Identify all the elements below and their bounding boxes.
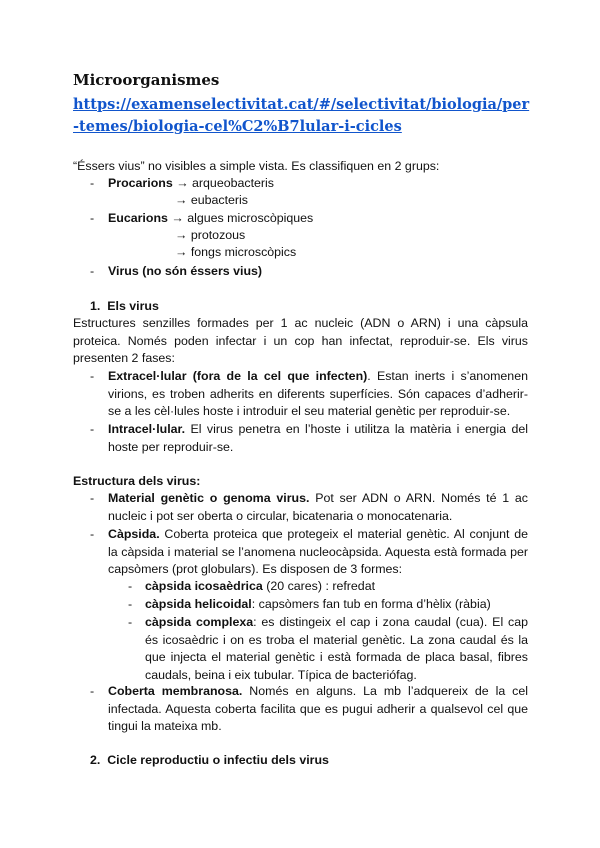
bullet-dash: - <box>90 422 95 436</box>
bullet-dash: - <box>128 615 133 629</box>
group-item: → protozous <box>175 228 246 242</box>
item-text: Pot ser ADN o ARN. Només té 1 ac nucleic i pot ser oberta o circular, bicatenaria o monocatenaria. <box>108 491 529 523</box>
group-procarions <box>108 175 274 192</box>
section-title: Els virus <box>107 299 159 313</box>
section-number: 1. <box>90 299 101 313</box>
phase-extracellular <box>108 368 528 421</box>
structure-capsid <box>108 526 528 579</box>
section-2-heading <box>90 752 329 769</box>
source-link[interactable]: https://examenselectivitat.cat/#/selectivitat/biologia/per-temes/biologia-cel%C2%B7lular-i-cicles <box>73 96 530 135</box>
group-name: Procarions <box>108 176 173 190</box>
structure-genome <box>108 490 528 525</box>
phase-text: El virus penetra en l’hoste i utilitza la matèria i energia del hoste per reproduir-se. <box>108 422 528 454</box>
phase-label: Intracel·lular. <box>108 422 186 436</box>
sub-text: : es distingeix el cap i zona caudal (cua). El cap és icosaèdric i on es troba el material genètic. La zona caudal és la que injecta el material genètic i està formada de placa basal, fibres caudals, beina i eix tubular. Típica de bacteriófag. <box>145 615 528 682</box>
sub-text: (20 cares) : refredat <box>262 579 376 593</box>
bullet-dash: - <box>90 211 95 225</box>
bullet-dash: - <box>90 527 95 541</box>
phase-intracellular <box>108 421 528 456</box>
capsid-complex <box>145 614 528 684</box>
bullet-dash: - <box>90 176 95 190</box>
capsid-icosahedral <box>145 578 375 595</box>
structure-membrane <box>108 683 528 736</box>
section-1-heading <box>90 298 159 315</box>
phase-text: . Estan inerts i s’anomenen virions, es troben adherits en diferents superfícies. Són capaces d’adherir-se a les cèl·lules hoste i introduir el seu material genètic per reproduir-se. <box>108 369 528 418</box>
group-eucarions <box>108 210 313 227</box>
item-text: Coberta proteica que protegeix el material genètic. Al conjunt de la càpsida i material se l’anomena nucleocàpsida. Aquesta està formada per capsòmers (prot globulars). Es disposen de 3 formes: <box>108 527 528 576</box>
section-title: Cicle reproductiu o infectiu dels virus <box>107 753 329 767</box>
item-label: Càpsida. <box>108 527 160 541</box>
bullet-dash: - <box>90 491 95 505</box>
section-number: 2. <box>90 753 101 767</box>
bullet-dash: - <box>128 597 133 611</box>
group-virus: Virus (no són éssers vius) <box>108 264 263 278</box>
section-1-text: Estructures senzilles formades per 1 ac nucleic (ADN o ARN) i una càpsula proteica. Només poden infectar i un cop han infectat, reproduir-se. Els virus presenten 2 fases: <box>73 316 528 365</box>
group-item: → arqueobacteris <box>176 176 274 190</box>
capsid-helical <box>145 596 491 613</box>
item-label: Coberta membranosa. <box>108 684 243 698</box>
intro-text: “Éssers vius” no visibles a simple vista. Es classifiquen en 2 grups: <box>73 159 440 173</box>
group-name: Eucarions <box>108 211 168 225</box>
sub-text: : capsòmers fan tub en forma d’hèlix (ràbia) <box>251 597 491 611</box>
sub-label: càpsida icosaèdrica <box>145 579 263 593</box>
bullet-dash: - <box>90 684 95 698</box>
bullet-dash: - <box>90 369 95 383</box>
group-item: → eubacteris <box>175 193 249 207</box>
sub-label: càpsida helicoidal <box>145 597 252 611</box>
bullet-dash: - <box>90 264 95 278</box>
structure-heading: Estructura dels virus: <box>73 474 201 488</box>
bullet-dash: - <box>128 579 133 593</box>
group-item: → fongs microscòpics <box>175 245 297 259</box>
sub-label: càpsida complexa <box>145 615 254 629</box>
group-item: → algues microscòpiques <box>171 211 314 225</box>
phase-label: Extracel·lular (fora de la cel que infecten) <box>108 369 368 383</box>
item-label: Material genètic o genoma virus. <box>108 491 310 505</box>
page-title: Microorganismes <box>73 71 220 89</box>
item-text: Només en alguns. La mb l’adquereix de la cel infectada. Aquesta coberta facilita que es pugui adherir a qualsevol cel que tingui la mateixa mb. <box>108 684 529 733</box>
